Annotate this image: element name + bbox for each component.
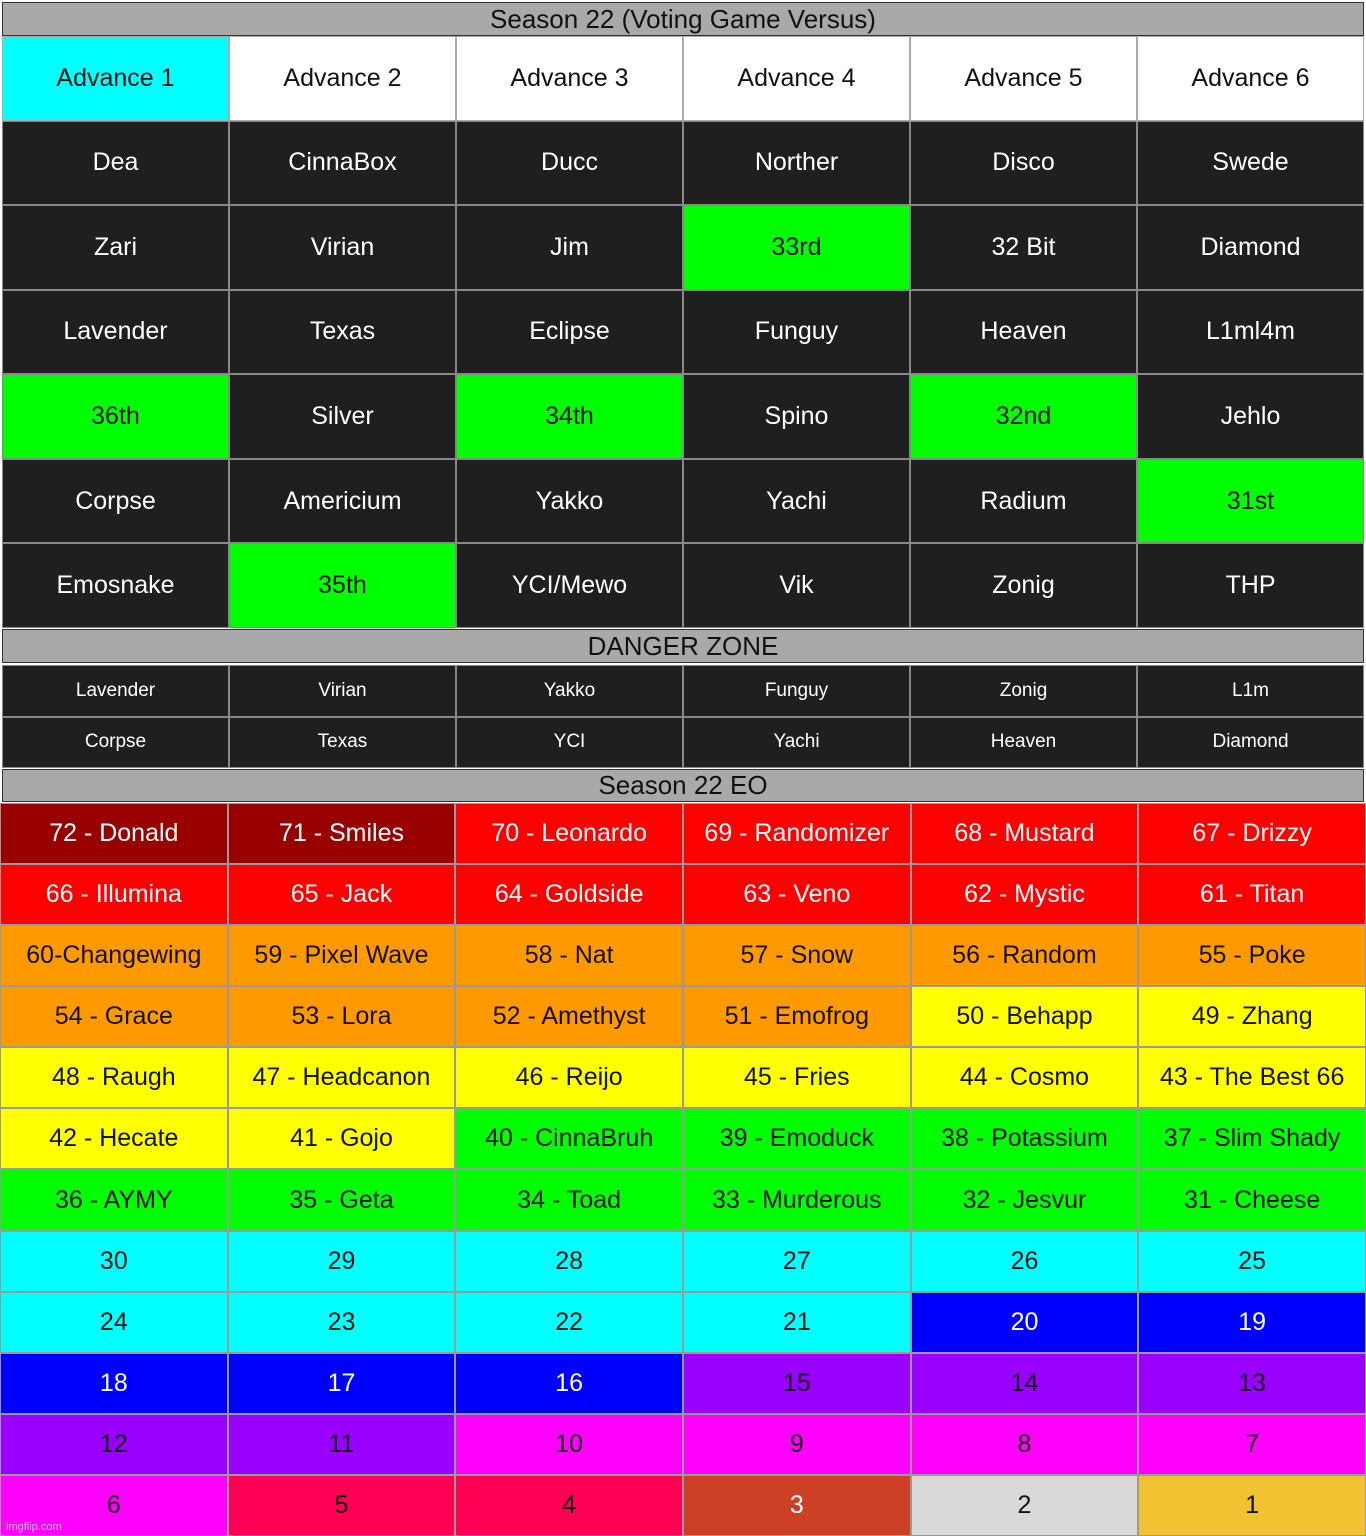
eo-cell: 21 bbox=[683, 1292, 911, 1353]
eo-cell: 61 - Titan bbox=[1138, 864, 1366, 925]
advance-cell: Yachi bbox=[683, 459, 910, 544]
eo-cell: 12 bbox=[0, 1414, 228, 1475]
advance-cell: Texas bbox=[229, 290, 456, 375]
advance-cell: Ducc bbox=[456, 121, 683, 206]
eo-cell: 42 - Hecate bbox=[0, 1108, 228, 1169]
eo-cell: 53 - Lora bbox=[228, 986, 456, 1047]
danger-zone-cell: Lavender bbox=[2, 665, 229, 717]
danger-zone-cell: YCI bbox=[456, 717, 683, 769]
advance-cell: Swede bbox=[1137, 121, 1364, 206]
danger-zone-title: DANGER ZONE bbox=[2, 629, 1364, 663]
eo-cell: 25 bbox=[1138, 1231, 1366, 1292]
eo-cell: 45 - Fries bbox=[683, 1047, 911, 1108]
eo-cell: 64 - Goldside bbox=[455, 864, 683, 925]
danger-zone-cell: Funguy bbox=[683, 665, 910, 717]
advance-cell: 31st bbox=[1137, 459, 1364, 544]
danger-zone-cell: Yachi bbox=[683, 717, 910, 769]
eo-cell: 56 - Random bbox=[911, 925, 1139, 986]
eo-cell: 7 bbox=[1138, 1414, 1366, 1475]
eo-cell: 29 bbox=[228, 1231, 456, 1292]
advance-header: Advance 5 bbox=[910, 36, 1137, 121]
eo-table bbox=[0, 803, 1366, 1536]
eo-cell: 44 - Cosmo bbox=[911, 1047, 1139, 1108]
eo-cell: 55 - Poke bbox=[1138, 925, 1366, 986]
advance-header: Advance 4 bbox=[683, 36, 910, 121]
eo-cell: 72 - Donald bbox=[0, 803, 228, 864]
eo-cell: 20 bbox=[911, 1292, 1139, 1353]
advance-cell: 33rd bbox=[683, 205, 910, 290]
eo-cell: 1 bbox=[1138, 1475, 1366, 1536]
advance-cell: THP bbox=[1137, 543, 1364, 628]
advance-cell: Radium bbox=[910, 459, 1137, 544]
advance-cell: Silver bbox=[229, 374, 456, 459]
advance-header: Advance 6 bbox=[1137, 36, 1364, 121]
eo-cell: 5 bbox=[228, 1475, 456, 1536]
watermark: imgflip.com bbox=[6, 1521, 62, 1533]
eo-title: Season 22 EO bbox=[2, 769, 1364, 802]
eo-cell: 15 bbox=[683, 1353, 911, 1414]
advance-cell: Heaven bbox=[910, 290, 1137, 375]
eo-cell: 49 - Zhang bbox=[1138, 986, 1366, 1047]
eo-cell: 10 bbox=[455, 1414, 683, 1475]
advance-cell: 35th bbox=[229, 543, 456, 628]
eo-cell: 66 - Illumina bbox=[0, 864, 228, 925]
advance-cell: Zari bbox=[2, 205, 229, 290]
eo-cell: 37 - Slim Shady bbox=[1138, 1108, 1366, 1169]
eo-cell: 38 - Potassium bbox=[911, 1108, 1139, 1169]
advance-cell: Corpse bbox=[2, 459, 229, 544]
eo-cell: 54 - Grace bbox=[0, 986, 228, 1047]
eo-cell: 34 - Toad bbox=[455, 1169, 683, 1230]
eo-cell: 8 bbox=[911, 1414, 1139, 1475]
eo-cell: 67 - Drizzy bbox=[1138, 803, 1366, 864]
eo-cell: 71 - Smiles bbox=[228, 803, 456, 864]
eo-cell: 19 bbox=[1138, 1292, 1366, 1353]
eo-cell: 40 - CinnaBruh bbox=[455, 1108, 683, 1169]
eo-cell: 70 - Leonardo bbox=[455, 803, 683, 864]
advance-cell: Funguy bbox=[683, 290, 910, 375]
advance-cell: 34th bbox=[456, 374, 683, 459]
eo-cell: 60-Changewing bbox=[0, 925, 228, 986]
eo-cell: 68 - Mustard bbox=[911, 803, 1139, 864]
eo-cell: 17 bbox=[228, 1353, 456, 1414]
eo-cell: 32 - Jesvur bbox=[911, 1169, 1139, 1230]
danger-zone-cell: Corpse bbox=[2, 717, 229, 769]
eo-cell: 16 bbox=[455, 1353, 683, 1414]
advance-cell: Norther bbox=[683, 121, 910, 206]
eo-cell: 43 - The Best 66 bbox=[1138, 1047, 1366, 1108]
eo-cell: 13 bbox=[1138, 1353, 1366, 1414]
eo-cell: 23 bbox=[228, 1292, 456, 1353]
eo-cell: 57 - Snow bbox=[683, 925, 911, 986]
eo-cell: 51 - Emofrog bbox=[683, 986, 911, 1047]
advance-cell: L1ml4m bbox=[1137, 290, 1364, 375]
advance-header: Advance 3 bbox=[456, 36, 683, 121]
eo-cell: 3 bbox=[683, 1475, 911, 1536]
eo-cell: 33 - Murderous bbox=[683, 1169, 911, 1230]
eo-cell: 2 bbox=[911, 1475, 1139, 1536]
advance-cell: CinnaBox bbox=[229, 121, 456, 206]
eo-cell: 69 - Randomizer bbox=[683, 803, 911, 864]
advance-cell: Zonig bbox=[910, 543, 1137, 628]
advance-cell: Jim bbox=[456, 205, 683, 290]
eo-cell: 59 - Pixel Wave bbox=[228, 925, 456, 986]
advance-cell: Yakko bbox=[456, 459, 683, 544]
danger-zone-cell: Texas bbox=[229, 717, 456, 769]
advance-cell: 32nd bbox=[910, 374, 1137, 459]
advance-header: Advance 1 bbox=[2, 36, 229, 121]
advance-table bbox=[2, 36, 1364, 628]
eo-cell: 47 - Headcanon bbox=[228, 1047, 456, 1108]
eo-cell: 30 bbox=[0, 1231, 228, 1292]
advance-cell: Dea bbox=[2, 121, 229, 206]
danger-zone-cell: Virian bbox=[229, 665, 456, 717]
advance-cell: Spino bbox=[683, 374, 910, 459]
advance-cell: YCI/Mewo bbox=[456, 543, 683, 628]
eo-cell: 22 bbox=[455, 1292, 683, 1353]
eo-cell: 26 bbox=[911, 1231, 1139, 1292]
eo-cell: 11 bbox=[228, 1414, 456, 1475]
advance-cell: Virian bbox=[229, 205, 456, 290]
eo-cell: 41 - Gojo bbox=[228, 1108, 456, 1169]
advance-cell: Eclipse bbox=[456, 290, 683, 375]
eo-cell: 31 - Cheese bbox=[1138, 1169, 1366, 1230]
danger-zone-table bbox=[2, 665, 1364, 768]
advance-cell: Emosnake bbox=[2, 543, 229, 628]
eo-cell: 27 bbox=[683, 1231, 911, 1292]
advance-header: Advance 2 bbox=[229, 36, 456, 121]
danger-zone-cell: Zonig bbox=[910, 665, 1137, 717]
advance-cell: Lavender bbox=[2, 290, 229, 375]
danger-zone-cell: Yakko bbox=[456, 665, 683, 717]
eo-cell: 46 - Reijo bbox=[455, 1047, 683, 1108]
advance-cell: 32 Bit bbox=[910, 205, 1137, 290]
advance-cell: Americium bbox=[229, 459, 456, 544]
eo-cell: 39 - Emoduck bbox=[683, 1108, 911, 1169]
eo-cell: 52 - Amethyst bbox=[455, 986, 683, 1047]
eo-cell: 28 bbox=[455, 1231, 683, 1292]
advance-cell: Diamond bbox=[1137, 205, 1364, 290]
eo-cell: 36 - AYMY bbox=[0, 1169, 228, 1230]
eo-cell: 48 - Raugh bbox=[0, 1047, 228, 1108]
eo-cell: 18 bbox=[0, 1353, 228, 1414]
eo-cell: 4 bbox=[455, 1475, 683, 1536]
eo-cell: 62 - Mystic bbox=[911, 864, 1139, 925]
eo-cell: 24 bbox=[0, 1292, 228, 1353]
advance-cell: Vik bbox=[683, 543, 910, 628]
danger-zone-cell: Heaven bbox=[910, 717, 1137, 769]
advance-cell: Disco bbox=[910, 121, 1137, 206]
eo-cell: 6 bbox=[0, 1475, 228, 1536]
danger-zone-cell: Diamond bbox=[1137, 717, 1364, 769]
page-title: Season 22 (Voting Game Versus) bbox=[2, 2, 1364, 36]
eo-cell: 63 - Veno bbox=[683, 864, 911, 925]
eo-cell: 9 bbox=[683, 1414, 911, 1475]
eo-cell: 65 - Jack bbox=[228, 864, 456, 925]
eo-cell: 35 - Geta bbox=[228, 1169, 456, 1230]
eo-cell: 58 - Nat bbox=[455, 925, 683, 986]
eo-cell: 14 bbox=[911, 1353, 1139, 1414]
advance-cell: Jehlo bbox=[1137, 374, 1364, 459]
danger-zone-cell: L1m bbox=[1137, 665, 1364, 717]
advance-cell: 36th bbox=[2, 374, 229, 459]
eo-cell: 50 - Behapp bbox=[911, 986, 1139, 1047]
